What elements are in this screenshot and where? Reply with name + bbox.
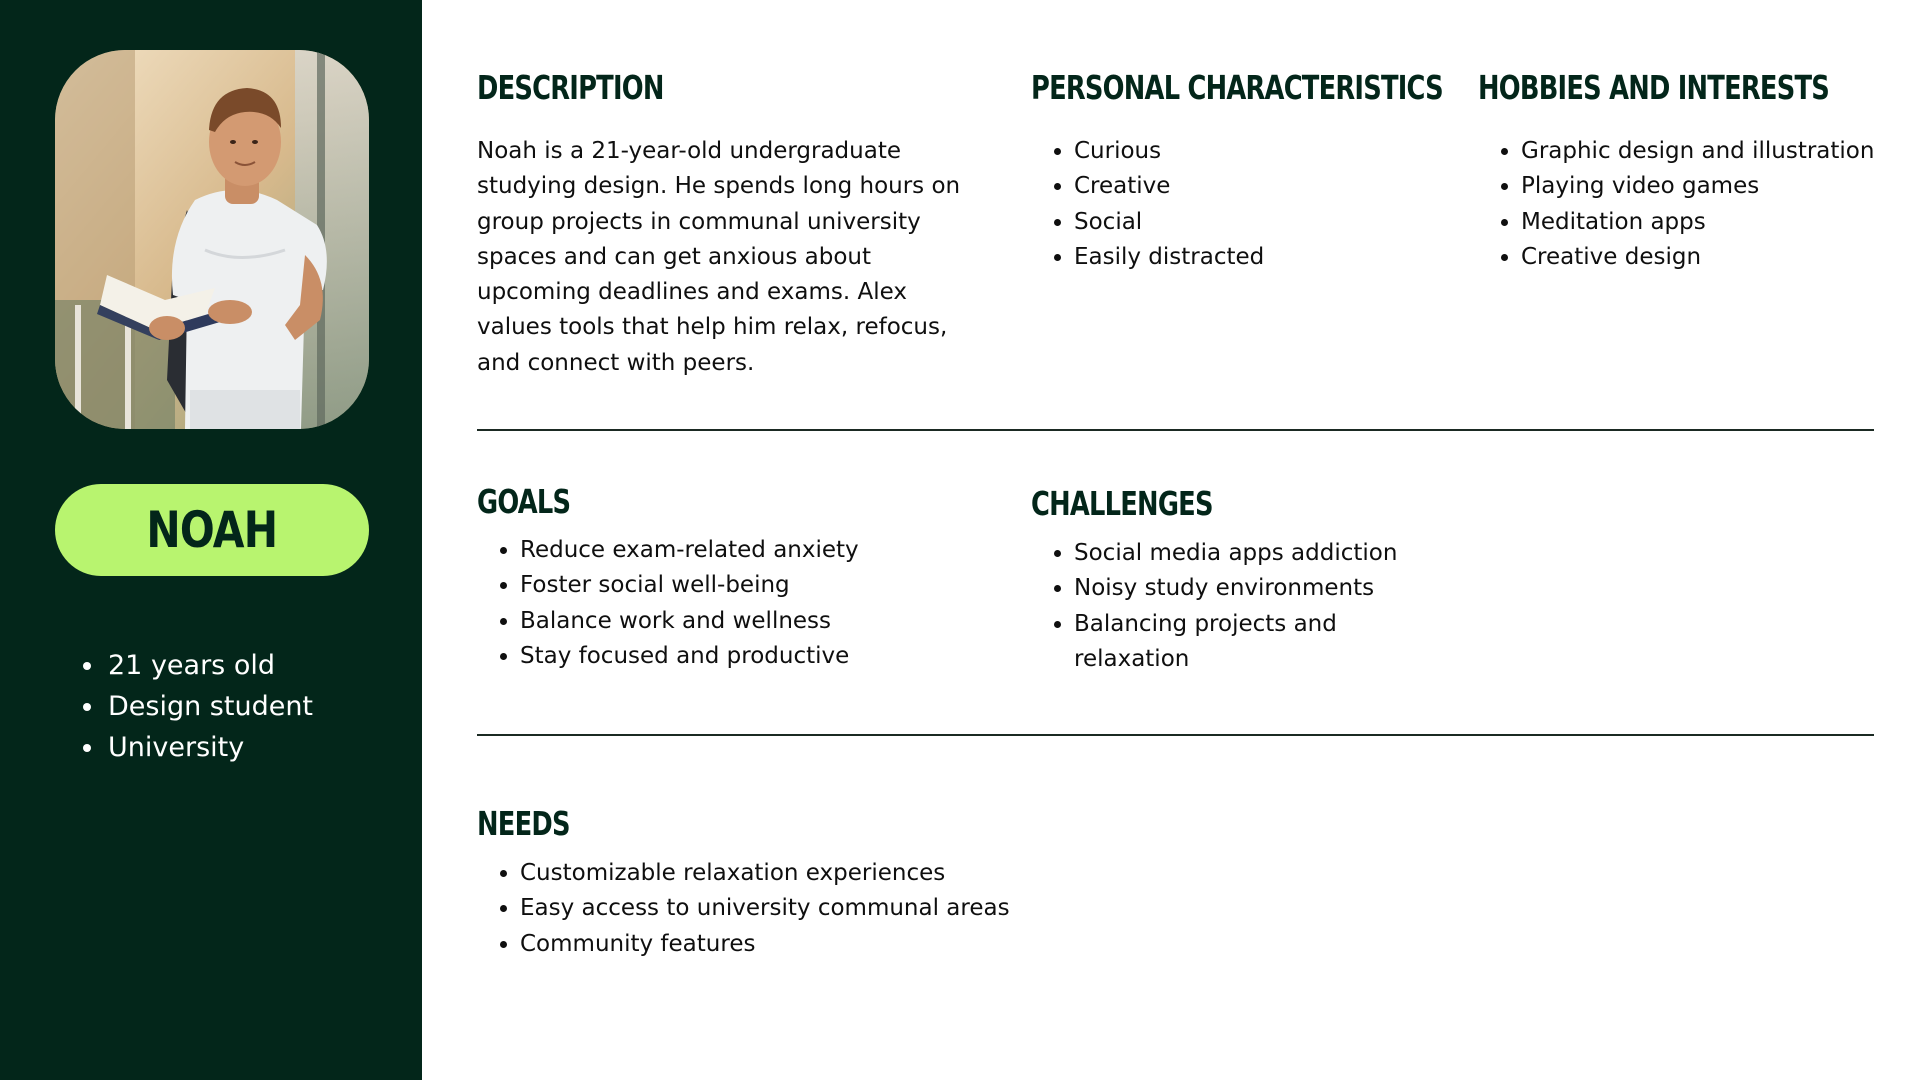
hobbies-title: HOBBIES AND INTERESTS	[1478, 68, 1830, 107]
list-item: • Balancing projects and relaxation	[1074, 607, 1444, 678]
list-item: • Community features	[520, 927, 1140, 962]
list-item: • Easily distracted	[1074, 240, 1464, 275]
personal-characteristics-list	[1031, 134, 1464, 275]
list-item: • Playing video games	[1521, 169, 1920, 204]
persona-photo	[55, 50, 369, 429]
description-text: Noah is a 21-year-old undergraduate studying design. He spends long hours on group projects in communal university spaces and can get anxious about upcoming deadlines and exams. Alex values tools that help him relax, refocus, and connect with peers.	[477, 138, 961, 376]
persona-fact: • 21 years old	[106, 645, 313, 686]
persona-name: NOAH	[146, 501, 278, 559]
list-item: • Customizable relaxation experiences	[520, 856, 1140, 891]
list-item: • Curious	[1074, 134, 1464, 169]
list-item: • Balance work and wellness	[520, 604, 1040, 639]
goals-list	[477, 533, 1040, 674]
list-item: • Social	[1074, 205, 1464, 240]
description-title: DESCRIPTION	[477, 68, 664, 107]
sidebar	[0, 0, 422, 1080]
persona-facts-list	[78, 645, 313, 768]
challenges-title: CHALLENGES	[1031, 484, 1213, 523]
list-item: • Foster social well-being	[520, 568, 1040, 603]
persona-name-badge	[55, 484, 369, 576]
list-item: • Creative	[1074, 169, 1464, 204]
list-item: • Reduce exam-related anxiety	[520, 533, 1040, 568]
personal-characteristics-title: PERSONAL CHARACTERISTICS	[1031, 68, 1443, 107]
list-item: • Meditation apps	[1521, 205, 1920, 240]
list-item: • Graphic design and illustration	[1521, 134, 1920, 169]
needs-title: NEEDS	[477, 804, 570, 843]
section-divider	[477, 429, 1874, 431]
goals-title: GOALS	[477, 482, 571, 521]
list-item: • Noisy study environments	[1074, 571, 1444, 606]
list-item: • Easy access to university communal areas	[520, 891, 1140, 926]
list-item: • Stay focused and productive	[520, 639, 1040, 674]
section-divider	[477, 734, 1874, 736]
hobbies-list	[1478, 134, 1920, 275]
persona-fact: • University	[106, 727, 313, 768]
list-item: • Creative design	[1521, 240, 1920, 275]
persona-fact: • Design student	[106, 686, 313, 727]
needs-list	[477, 856, 1140, 962]
challenges-list	[1031, 536, 1444, 677]
list-item: • Social media apps addiction	[1074, 536, 1444, 571]
